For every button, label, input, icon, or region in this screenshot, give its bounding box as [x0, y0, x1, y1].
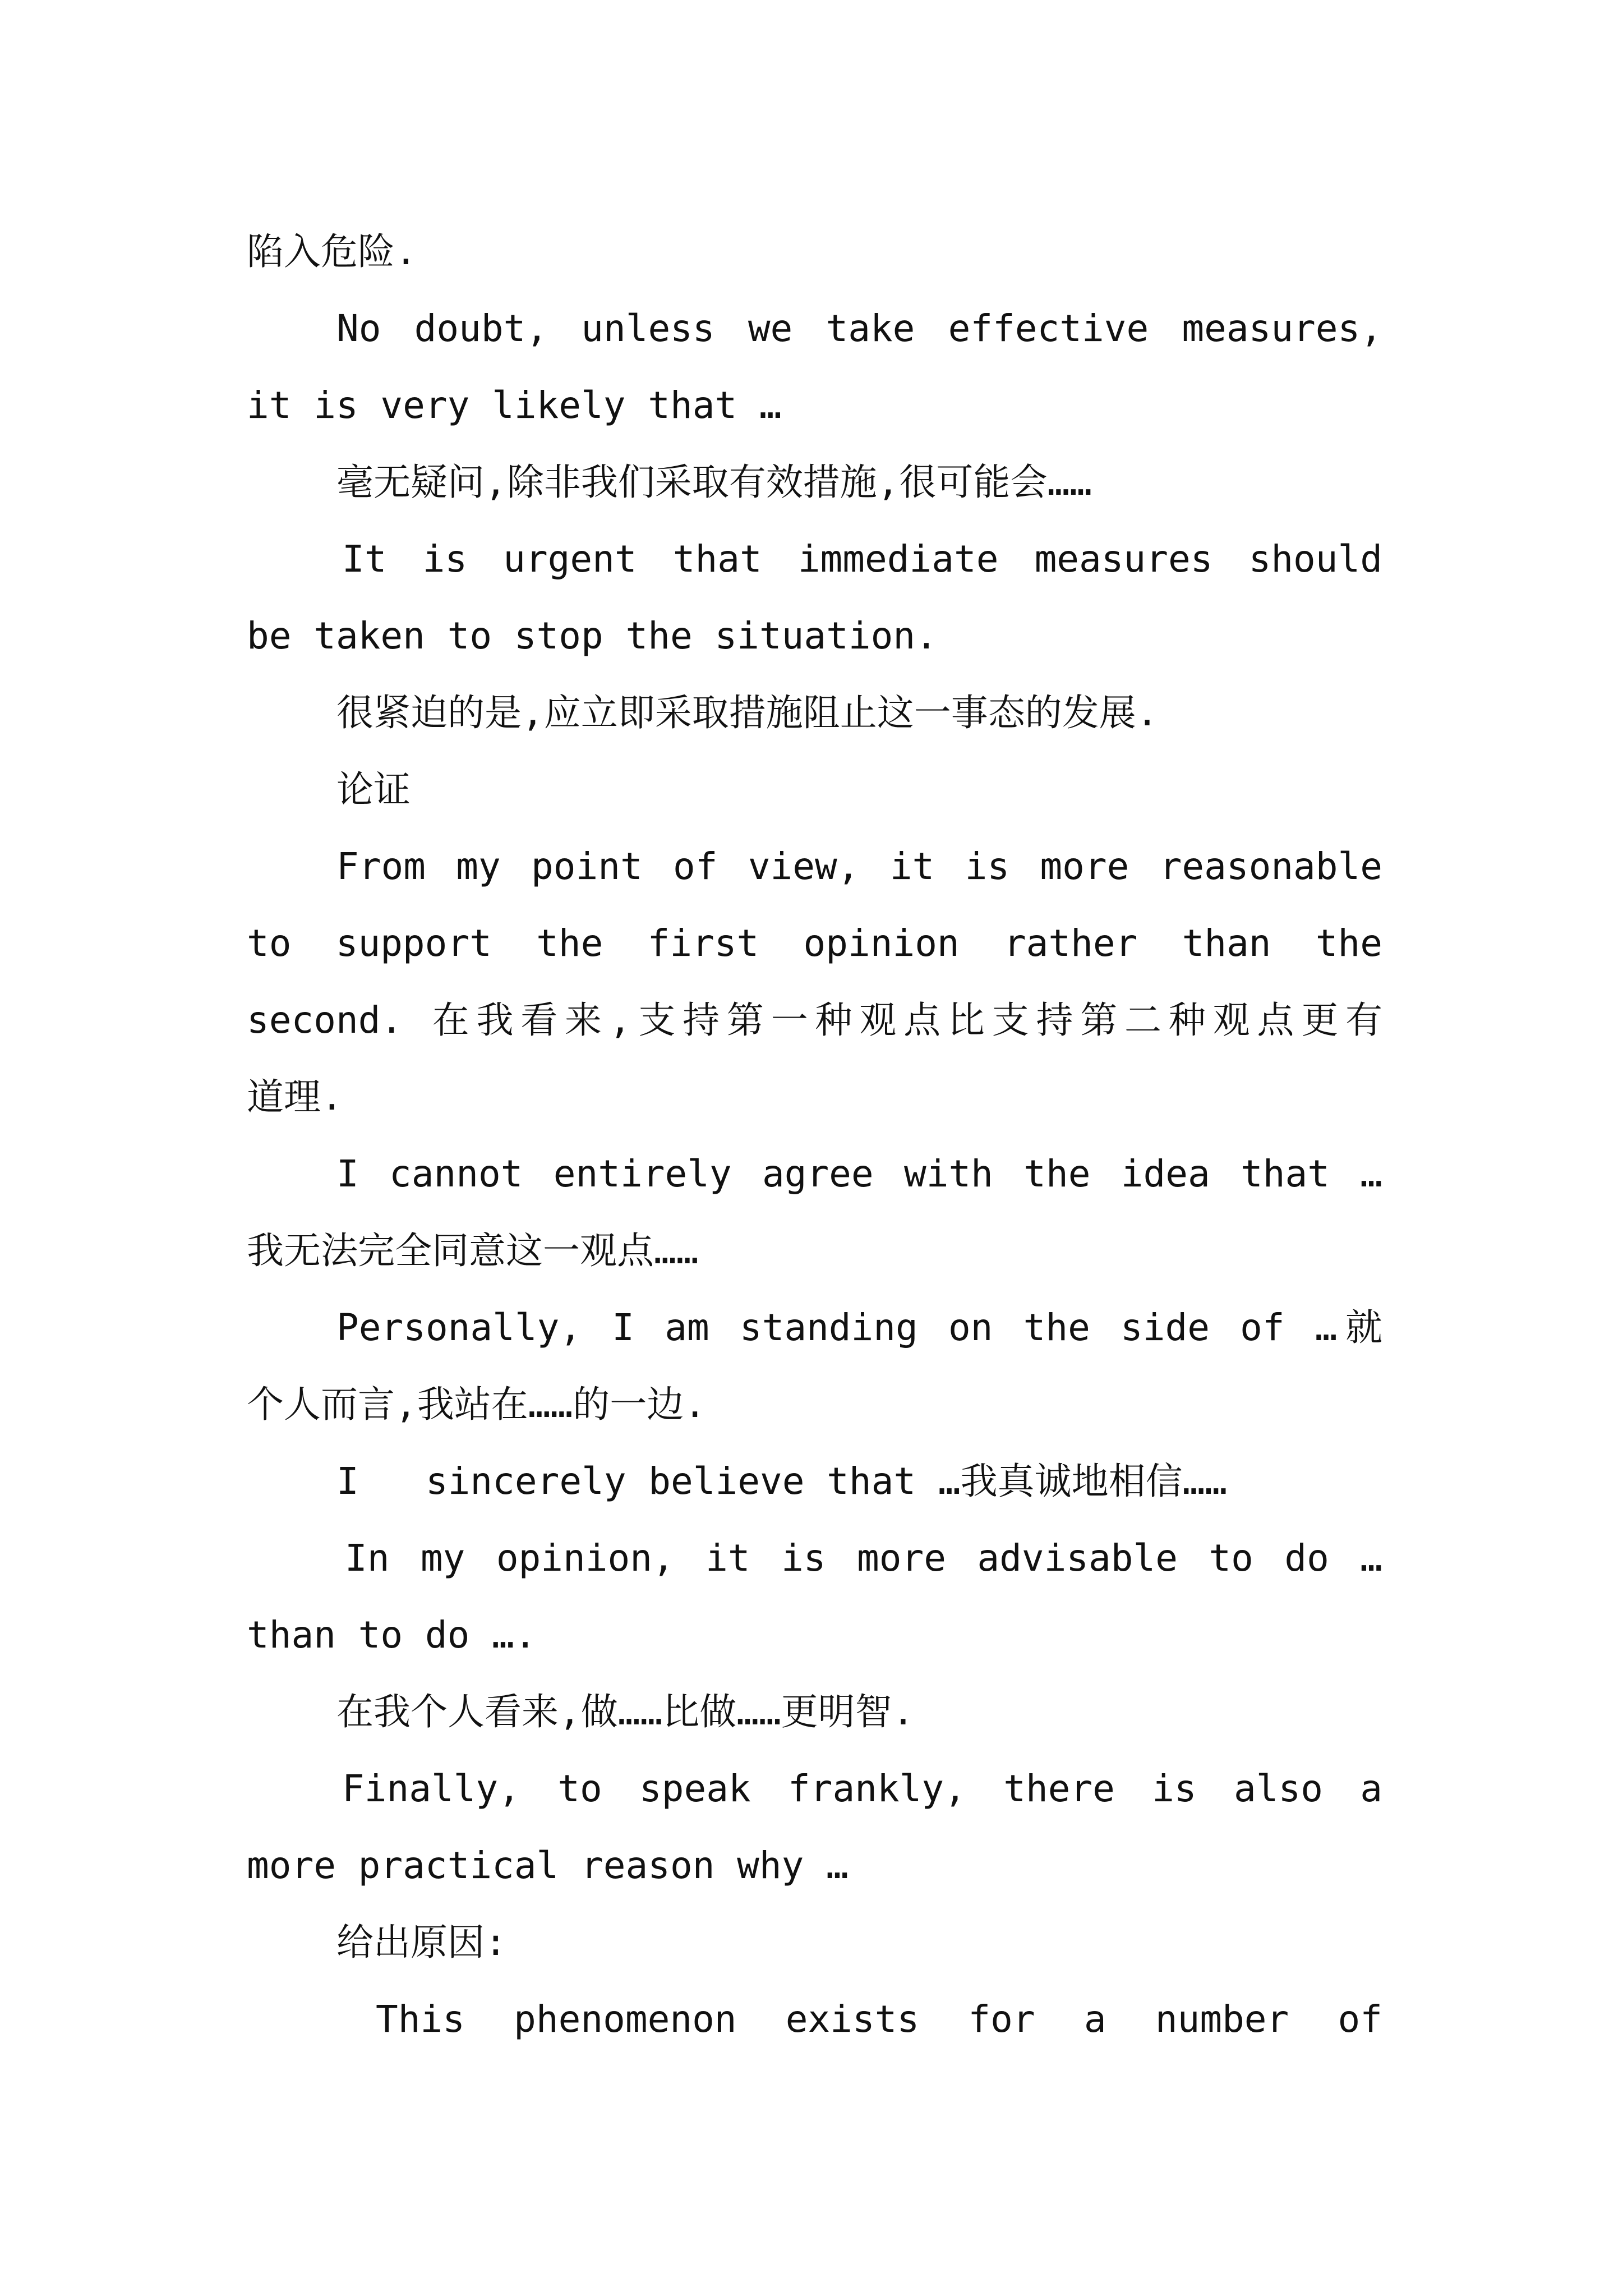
text-line: No doubt, unless we take effective measures, — [336, 307, 1382, 350]
text-line: to support the first opinion rather than the — [247, 922, 1382, 965]
text-line: I cannot entirely agree with the idea that … — [336, 1152, 1382, 1195]
text-line: it is very likely that … — [247, 384, 782, 427]
text-line: 给出原因: — [336, 1921, 507, 1964]
text-line: 在我个人看来,做……比做……更明智. — [336, 1690, 915, 1733]
document-body — [247, 213, 1382, 2058]
text-line: Finally, to speak frankly, there is also a — [342, 1767, 1382, 1810]
text-line: It is urgent that immediate measures should — [342, 537, 1382, 581]
text-line: I sincerely believe that …我真诚地相信…… — [336, 1460, 1228, 1503]
text-line: Personally, I am standing on the side of …就 — [336, 1306, 1382, 1349]
text-line: 道理. — [247, 1075, 343, 1119]
text-line: 个人而言,我站在……的一边. — [247, 1383, 706, 1426]
text-line: 我无法完全同意这一观点…… — [247, 1229, 699, 1272]
text-line: 很紧迫的是,应立即采取措施阻止这一事态的发展. — [336, 691, 1159, 734]
text-line: second. 在我看来,支持第一种观点比支持第二种观点更有 — [247, 999, 1382, 1042]
text-line: From my point of view, it is more reasonable — [336, 845, 1382, 888]
section-heading: 论证 — [336, 768, 411, 811]
text-line: be taken to stop the situation. — [247, 614, 938, 657]
text-line: 毫无疑问,除非我们采取有效措施,很可能会…… — [336, 461, 1092, 504]
text-line: 陷入危险. — [247, 230, 417, 273]
text-line: This phenomenon exists for a number of — [376, 1998, 1382, 2041]
text-line: In my opinion, it is more advisable to do … — [345, 1536, 1382, 1580]
text-line: more practical reason why … — [247, 1844, 849, 1887]
text-line: than to do …. — [247, 1613, 537, 1657]
